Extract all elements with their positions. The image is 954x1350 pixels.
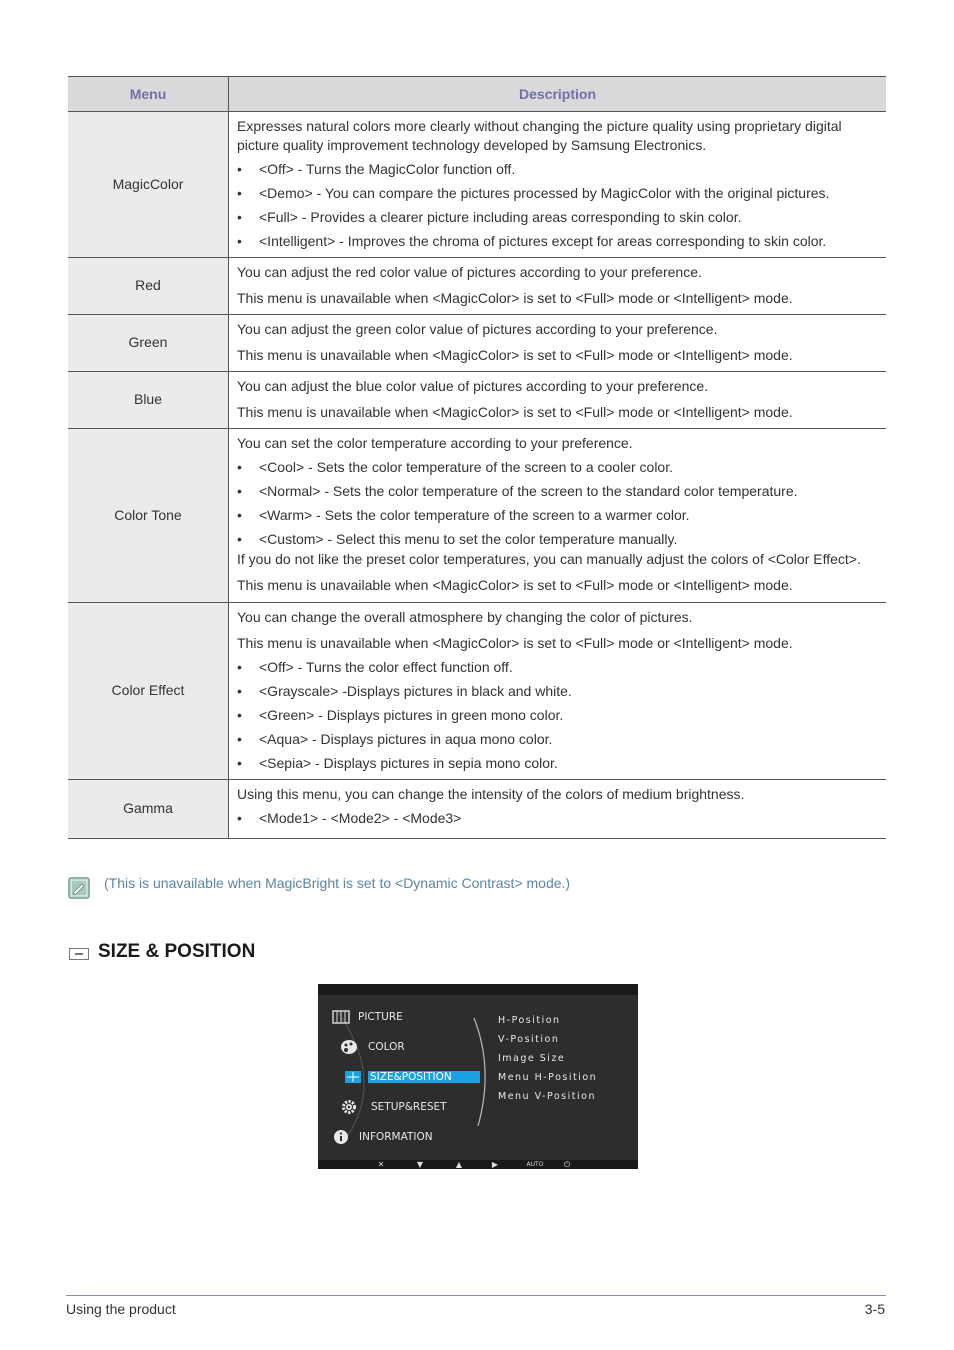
osd-submenu-item[interactable]: V-Position — [498, 1034, 560, 1045]
list-item: • <Intelligent> - Improves the chroma of pictures except for areas corresponding to skin color. — [237, 232, 878, 251]
close-icon[interactable]: ✕ — [377, 1160, 385, 1169]
table-row — [68, 780, 886, 839]
table-row — [68, 258, 886, 315]
menu-name: Green — [68, 315, 229, 372]
menu-name: MagicColor — [68, 112, 229, 258]
list-item: • <Off> - Turns the color effect function off. — [237, 658, 878, 677]
auto-icon[interactable]: AUTO — [526, 1161, 544, 1168]
list-item: • <Sepia> - Displays pictures in sepia mono color. — [237, 754, 878, 773]
note — [68, 875, 888, 903]
menu-name: Blue — [68, 372, 229, 429]
note-pencil-icon — [68, 877, 90, 899]
list-item: • <Aqua> - Displays pictures in aqua mono color. — [237, 730, 878, 749]
section-title: SIZE & POSITION — [98, 941, 256, 962]
list-item: • <Green> - Displays pictures in green mono color. — [237, 706, 878, 725]
description-cell — [229, 315, 887, 372]
availability-text: This menu is unavailable when <MagicColor> is set to <Full> mode or <Intelligent> mode. — [237, 347, 793, 363]
page-number: 3-5 — [864, 1301, 885, 1317]
table-row — [68, 315, 886, 372]
down-icon[interactable]: ▼ — [416, 1160, 424, 1169]
description-cell — [229, 258, 887, 315]
osd-menu-label: SIZE&POSITION — [368, 1071, 480, 1083]
description-cell — [229, 429, 887, 603]
note-text: (This is unavailable when MagicBright is set to <Dynamic Contrast> mode.) — [104, 875, 571, 891]
info-icon — [332, 1129, 350, 1145]
menu-name: Red — [68, 258, 229, 315]
list-item: • <Mode1> - <Mode2> - <Mode3> — [237, 809, 878, 828]
footer-divider — [66, 1295, 886, 1296]
option-list — [237, 458, 878, 549]
header-menu: Menu — [68, 77, 229, 112]
description-cell — [229, 603, 887, 780]
description-text: Expresses natural colors more clearly without changing the picture quality using proprietary digital picture quality improvement technology developed by Samsung Electronics. — [237, 118, 842, 153]
menu-description-table — [68, 76, 886, 839]
availability-text: This menu is unavailable when <MagicColor> is set to <Full> mode or <Intelligent> mode. — [237, 635, 793, 651]
osd-menu-label: INFORMATION — [359, 1131, 433, 1143]
menu-name: Gamma — [68, 780, 229, 839]
list-item: • <Full> - Provides a clearer picture including areas corresponding to skin color. — [237, 208, 878, 227]
up-icon[interactable]: ▲ — [455, 1160, 463, 1169]
size-position-icon — [69, 948, 89, 960]
enter-icon[interactable]: ▶ — [491, 1160, 499, 1169]
description-text: You can set the color temperature according to your preference. — [237, 435, 633, 451]
table-row — [68, 112, 886, 258]
osd-menu-label: SETUP&RESET — [371, 1101, 447, 1113]
list-item: • <Demo> - You can compare the pictures processed by MagicColor with the original pictures. — [237, 184, 878, 203]
description-cell — [229, 372, 887, 429]
list-item: • <Cool> - Sets the color temperature of the screen to a cooler color. — [237, 458, 878, 477]
list-item: • <Warm> - Sets the color temperature of the screen to a warmer color. — [237, 506, 878, 525]
description-cell — [229, 780, 887, 839]
description-text: You can adjust the blue color value of pictures according to your preference. — [237, 378, 709, 394]
osd-submenu-item[interactable]: Image Size — [498, 1053, 566, 1064]
list-item: • <Normal> - Sets the color temperature of the screen to the standard color temperature. — [237, 482, 878, 501]
description-text: You can adjust the red color value of pictures according to your preference. — [237, 264, 702, 280]
option-list — [237, 658, 878, 773]
power-icon[interactable]: ⏻ — [563, 1160, 571, 1169]
description-text: Using this menu, you can change the intensity of the colors of medium brightness. — [237, 786, 745, 802]
osd-menu-label: PICTURE — [358, 1011, 403, 1023]
availability-text: This menu is unavailable when <MagicColor> is set to <Full> mode or <Intelligent> mode. — [237, 577, 793, 593]
availability-text: This menu is unavailable when <MagicColor> is set to <Full> mode or <Intelligent> mode. — [237, 404, 793, 420]
list-item: • <Off> - Turns the MagicColor function off. — [237, 160, 878, 179]
size-position-icon — [344, 1069, 362, 1085]
description-text: You can change the overall atmosphere by changing the color of pictures. — [237, 609, 693, 625]
osd-submenu-item[interactable]: Menu H-Position — [498, 1072, 598, 1083]
footer-section-name: Using the product — [66, 1301, 176, 1317]
palette-icon — [340, 1039, 358, 1055]
picture-icon — [332, 1009, 350, 1025]
osd-menu-screenshot — [318, 984, 638, 1169]
description-text: If you do not like the preset color temperatures, you can manually adjust the colors of <Color Effect>. — [237, 551, 861, 567]
description-text: You can adjust the green color value of pictures according to your preference. — [237, 321, 718, 337]
table-row — [68, 603, 886, 780]
availability-text: This menu is unavailable when <MagicColor> is set to <Full> mode or <Intelligent> mode. — [237, 290, 793, 306]
list-item: • <Grayscale> -Displays pictures in black and white. — [237, 682, 878, 701]
header-description: Description — [229, 77, 887, 112]
option-list — [237, 809, 878, 828]
list-item: • <Custom> - Select this menu to set the color temperature manually. — [237, 530, 878, 549]
menu-name: Color Effect — [68, 603, 229, 780]
description-cell — [229, 112, 887, 258]
option-list — [237, 160, 878, 251]
osd-submenu-item[interactable]: H-Position — [498, 1015, 561, 1026]
osd-button-bar — [318, 1160, 638, 1169]
table-row — [68, 429, 886, 603]
menu-name: Color Tone — [68, 429, 229, 603]
osd-menu-label: COLOR — [368, 1041, 405, 1053]
osd-submenu-item[interactable]: Menu V-Position — [498, 1091, 596, 1102]
gear-icon — [340, 1099, 358, 1115]
table-row — [68, 372, 886, 429]
